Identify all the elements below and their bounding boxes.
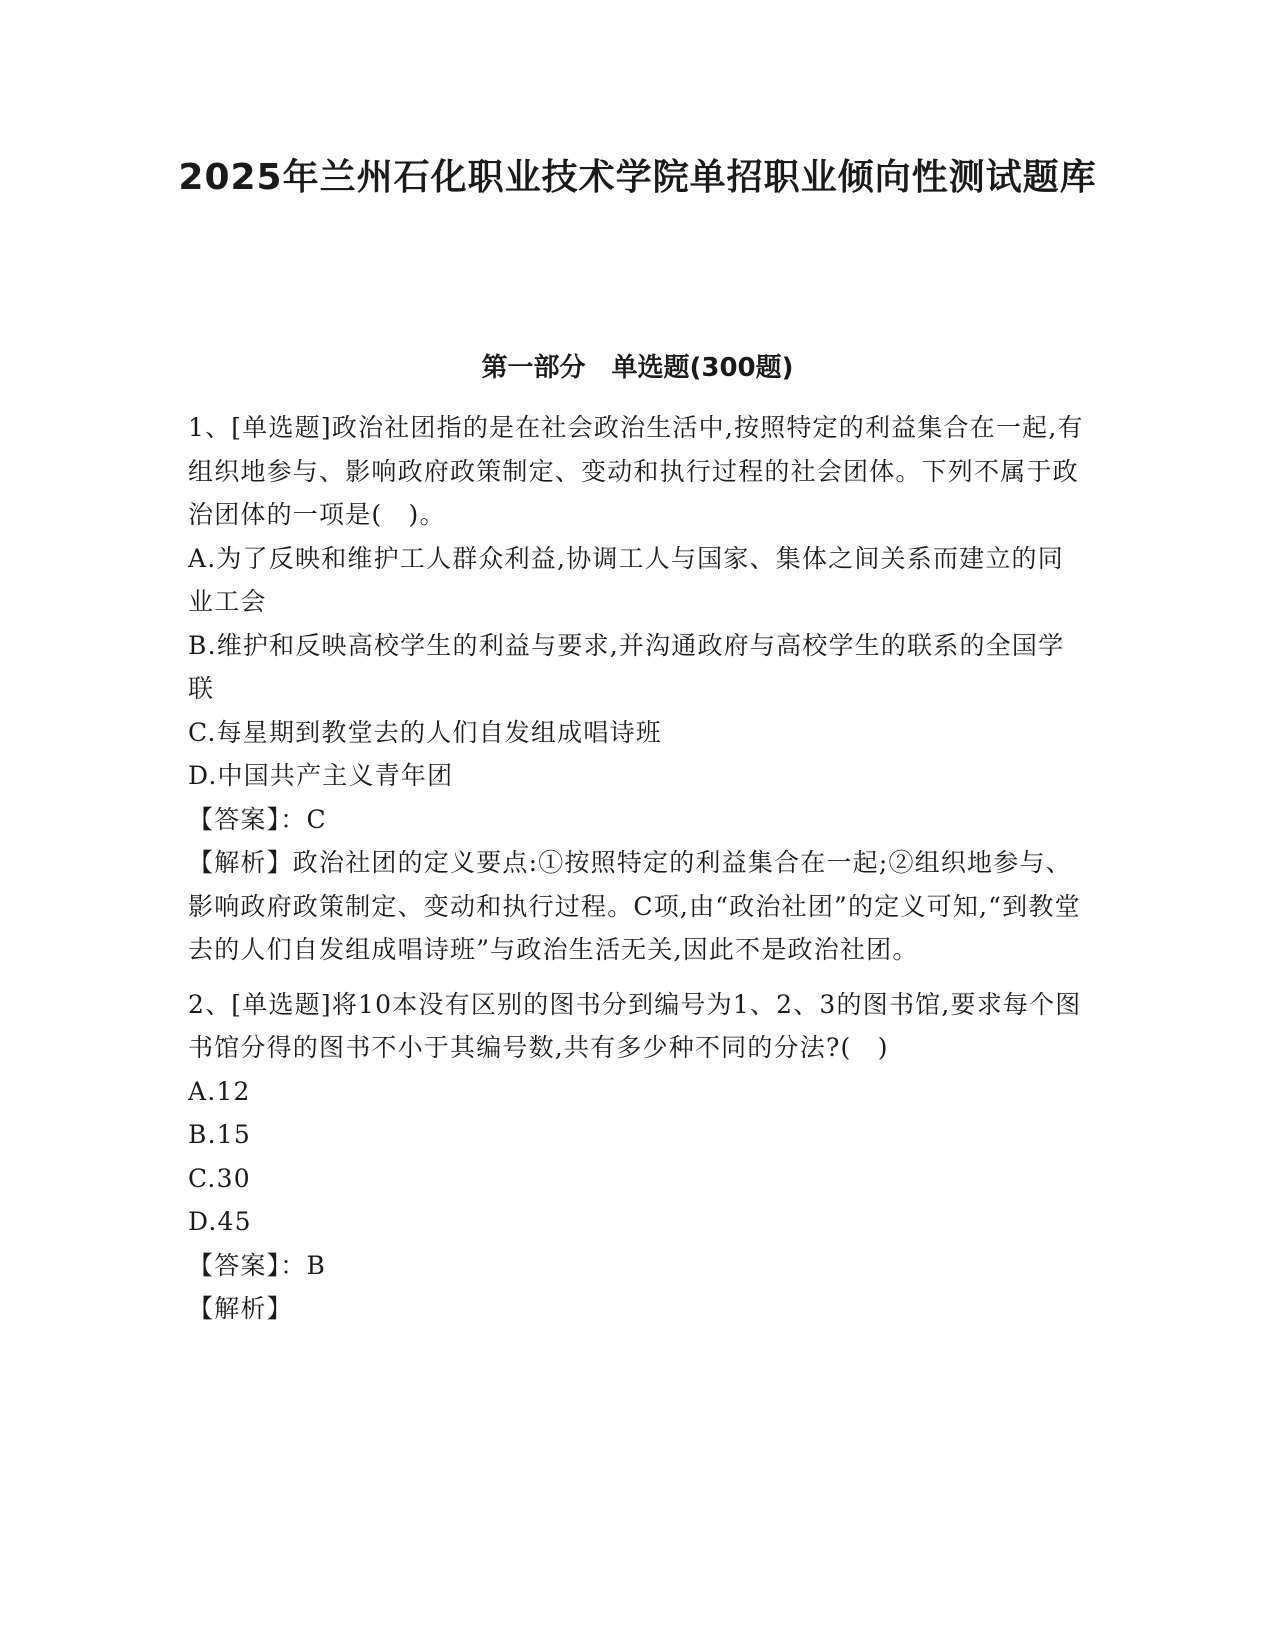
question-1 bbox=[188, 406, 1088, 972]
option-d: D.45 bbox=[188, 1207, 252, 1236]
question-2 bbox=[188, 983, 1088, 1331]
section-title: 第一部分 单选题(300题) bbox=[481, 353, 794, 383]
question-list bbox=[188, 406, 1088, 1331]
option-c: C.30 bbox=[188, 1163, 251, 1193]
analysis: 【解析】政治社团的定义要点:①按照特定的利益集合在一起;②组织地参与、影响政府政策制定、变动和执行过程。C项,由“政治社团”的定义可知,“到教堂去的人们自发组成唱诗班”与政治生活无关,因此不是政治社团。 bbox=[188, 848, 1081, 964]
document-title: 2025年兰州石化职业技术学院单招职业倾向性测试题库 bbox=[178, 157, 1097, 198]
analysis: 【解析】 bbox=[188, 1294, 293, 1323]
option-c: C.每星期到教堂去的人们自发组成唱诗班 bbox=[188, 717, 662, 747]
question-stem: 2、[单选题]将10本没有区别的图书分到编号为1、2、3的图书馆,要求每个图书馆分得的图书不小于其编号数,共有多少种不同的分法?( ) bbox=[188, 989, 1082, 1062]
option-a: A.12 bbox=[188, 1076, 251, 1106]
answer: 【答案】：B bbox=[188, 1250, 327, 1280]
question-stem: 1、[单选题]政治社团指的是在社会政治生活中,按照特定的利益集合在一起,有组织地参与、影响政府政策制定、变动和执行过程的社会团体。下列不属于政治团体的一项是( )。 bbox=[188, 413, 1084, 529]
option-b: B.维护和反映高校学生的利益与要求,并沟通政府与高校学生的联系的全国学联 bbox=[188, 630, 1065, 703]
option-b: B.15 bbox=[188, 1120, 251, 1149]
option-d: D.中国共产主义青年团 bbox=[188, 761, 454, 790]
option-a: A.为了反映和维护工人群众利益,协调工人与国家、集体之间关系而建立的同业工会 bbox=[188, 543, 1064, 616]
answer: 【答案】：C bbox=[188, 804, 327, 834]
